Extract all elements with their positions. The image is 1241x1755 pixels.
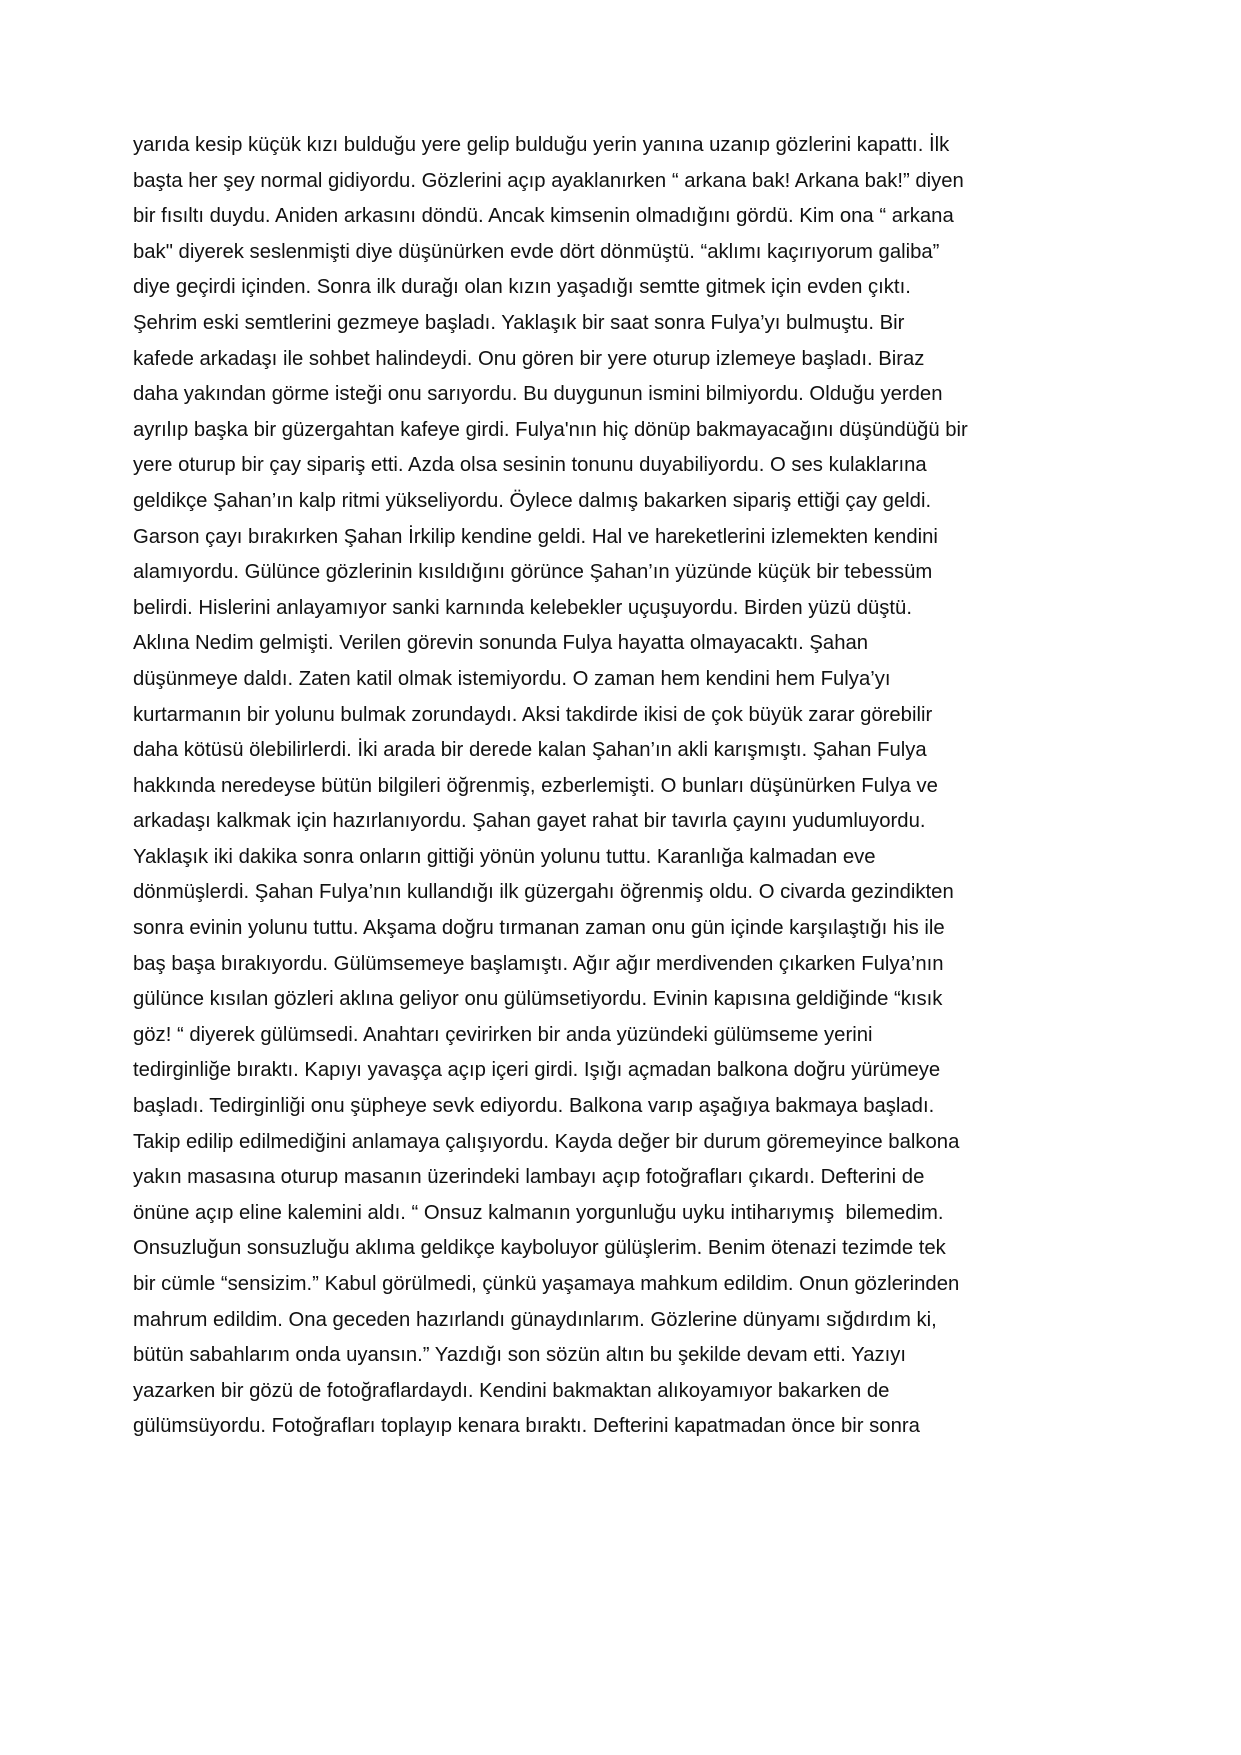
text-line: Aklına Nedim gelmişti. Verilen görevin sonunda Fulya hayatta olmayacaktı. Şahan (133, 632, 869, 655)
text-line: başladı. Tedirginliği onu şüpheye sevk ediyordu. Balkona varıp aşağıya bakmaya başladı. (133, 1095, 935, 1118)
text-line: gülümsüyordu. Fotoğrafları toplayıp kenara bıraktı. Defterini kapatmadan önce bir sonra (133, 1415, 920, 1438)
text-line: Garson çayı bırakırken Şahan İrkilip kendine geldi. Hal ve hareketlerini izlemekten kendini (133, 525, 938, 548)
text-line: Şehrim eski semtlerini gezmeye başladı. Yaklaşık bir saat sonra Fulya’yı bulmuştu. Bir (133, 311, 905, 334)
body-text (133, 128, 1113, 1445)
text-line: geldikçe Şahan’ın kalp ritmi yükseliyordu. Öylece dalmış bakarken sipariş ettiği çay geldi. (133, 489, 932, 512)
text-line: alamıyordu. Gülünce gözlerinin kısıldığını görünce Şahan’ın yüzünde küçük bir tebessüm (133, 561, 933, 584)
text-line: sonra evinin yolunu tuttu. Akşama doğru tırmanan zaman onu gün içinde karşılaştığı his ile (133, 917, 945, 940)
text-line: tedirginliğe bıraktı. Kapıyı yavaşça açıp içeri girdi. Işığı açmadan balkona doğru yürümeye (133, 1059, 941, 1082)
text-line: bir cümle “sensizim.” Kabul görülmedi, çünkü yaşamaya mahkum edildim. Onun gözlerinden (133, 1273, 960, 1295)
text-line: önüne açıp eline kalemini aldı. “ Onsuz kalmanın yorgunluğu uyku intiharıymış bilemedim. (133, 1201, 944, 1224)
text-line: yere oturup bir çay sipariş etti. Azda olsa sesinin tonunu duyabiliyordu. O ses kulaklarına (133, 454, 927, 477)
text-line: Onsuzluğun sonsuzluğu aklıma geldikçe kayboluyor gülüşlerim. Benim ötenazi tezimde tek (133, 1237, 946, 1260)
text-line: kafede arkadaşı ile sohbet halindeydi. Onu gören bir yere oturup izlemeye başladı. Biraz (133, 347, 925, 370)
text-line: Takip edilip edilmediğini anlamaya çalışıyordu. Kayda değer bir durum göremeyince balkona (133, 1130, 960, 1153)
text-line: bak" diyerek seslenmişti diye düşünürken evde dört dönmüştü. “aklımı kaçırıyorum galiba” (133, 240, 940, 263)
text-line: bir fısıltı duydu. Aniden arkasını döndü. Ancak kimsenin olmadığını gördü. Kim ona “ arkana (133, 205, 954, 228)
text-line: kurtarmanın bir yolunu bulmak zorundaydı. Aksi takdirde ikisi de çok büyük zarar görebilir (133, 703, 933, 726)
text-line: bütün sabahlarım onda uyansın.” Yazdığı son sözün altın bu şekilde devam etti. Yazıyı (133, 1344, 907, 1367)
text-line: baş başa bırakıyordu. Gülümsemeye başlamıştı. Ağır ağır merdivenden çıkarken Fulya’nın (133, 952, 944, 975)
text-line: mahrum edildim. Ona geceden hazırlandı günaydınlarım. Gözlerine dünyamı sığdırdım ki, (133, 1308, 937, 1331)
text-line: Yaklaşık iki dakika sonra onların gittiği yönün yolunu tuttu. Karanlığa kalmadan eve (133, 845, 876, 868)
text-line: diye geçirdi içinden. Sonra ilk durağı olan kızın yaşadığı semtte gitmek için evden çıktı. (133, 276, 911, 299)
text-line: arkadaşı kalkmak için hazırlanıyordu. Şahan gayet rahat bir tavırla çayını yudumluyordu. (133, 810, 926, 833)
text-line: yakın masasına oturup masanın üzerindeki lambayı açıp fotoğrafları çıkardı. Defterini de (133, 1166, 925, 1189)
text-line: ayrılıp başka bir güzergahtan kafeye girdi. Fulya'nın hiç dönüp bakmayacağını düşündüğü bir (133, 418, 968, 441)
text-line: başta her şey normal gidiyordu. Gözlerini açıp ayaklanırken “ arkana bak! Arkana bak!” diyen (133, 169, 964, 192)
text-line: hakkında neredeyse bütün bilgileri öğrenmiş, ezberlemişti. O bunları düşünürken Fulya ve (133, 774, 938, 797)
text-line: daha yakından görme isteği onu sarıyordu. Bu duygunun ismini bilmiyordu. Olduğu yerden (133, 383, 943, 406)
text-line: dönmüşlerdi. Şahan Fulya’nın kullandığı ilk güzergahı öğrenmiş oldu. O civarda gezindikten (133, 881, 954, 904)
text-line: yarıda kesip küçük kızı bulduğu yere gelip bulduğu yerin yanına uzanıp gözlerini kapattı. İlk (133, 134, 950, 156)
text-line: yazarken bir gözü de fotoğraflardaydı. Kendini bakmaktan alıkoyamıyor bakarken de (133, 1379, 890, 1402)
text-line: düşünmeye daldı. Zaten katil olmak istemiyordu. O zaman hem kendini hem Fulya’yı (133, 667, 891, 690)
text-line: gülünce kısılan gözleri aklına geliyor onu gülümsetiyordu. Evinin kapısına geldiğinde “kısık (133, 988, 943, 1011)
text-line: daha kötüsü ölebilirlerdi. İki arada bir derede kalan Şahan’ın akli karışmıştı. Şahan Fulya (133, 739, 927, 762)
text-line: belirdi. Hislerini anlayamıyor sanki karnında kelebekler uçuşuyordu. Birden yüzü düştü. (133, 596, 912, 619)
text-line: göz! “ diyerek gülümsedi. Anahtarı çevirirken bir anda yüzündeki gülümseme yerini (133, 1023, 873, 1046)
